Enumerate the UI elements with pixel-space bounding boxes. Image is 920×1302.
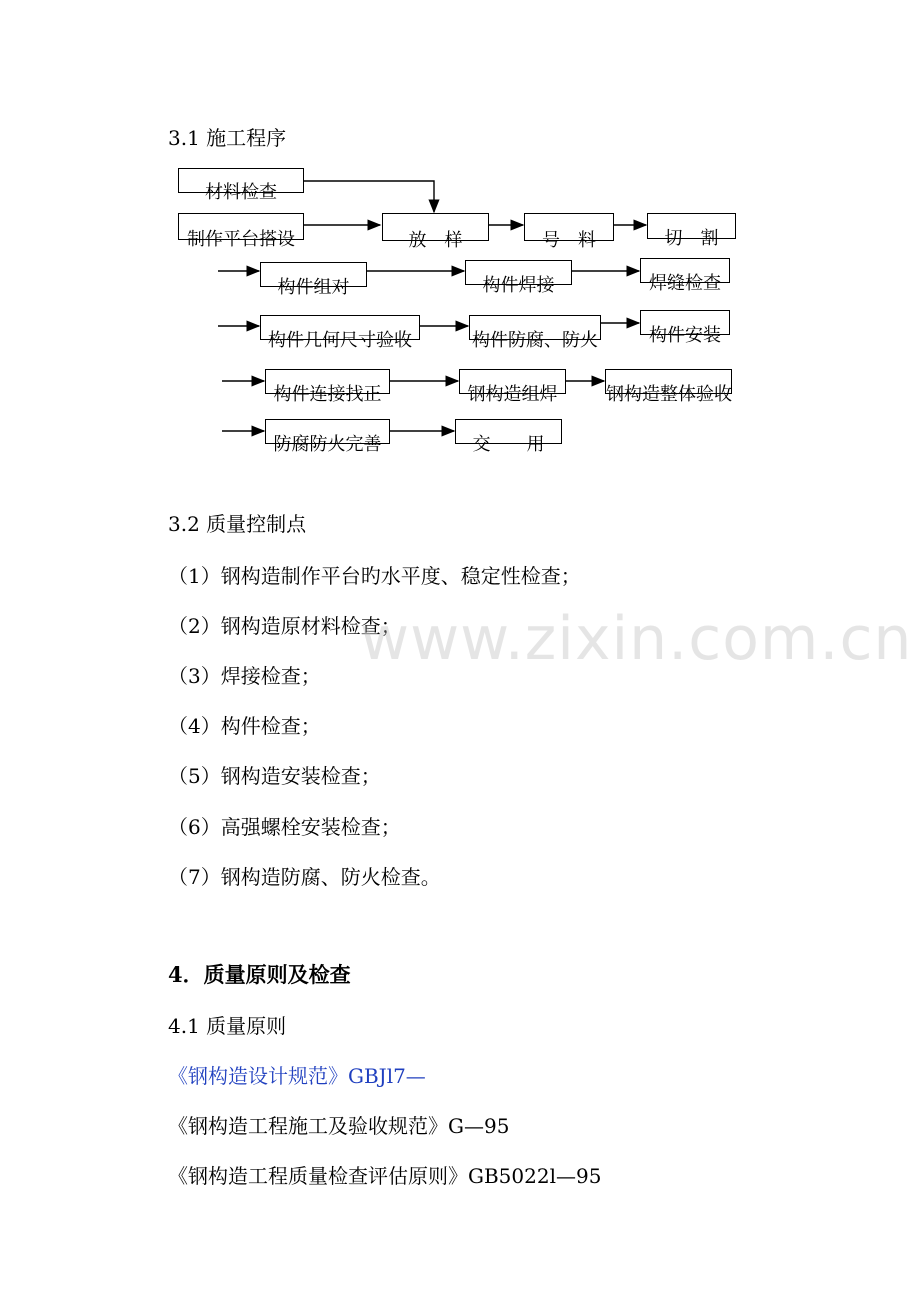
list-item: （3）焊接检查； xyxy=(168,664,321,688)
flow-box-welding: 构件焊接 xyxy=(465,260,572,285)
list-item: （5）钢构造安装检查； xyxy=(168,764,381,788)
flow-box-anticorrosion: 构件防腐、防火 xyxy=(469,315,601,340)
flow-box-platform-setup: 制作平台搭设 xyxy=(178,213,304,240)
list-item: （2）钢构造原材料检查； xyxy=(168,614,401,638)
standard-item: 《钢构造工程施工及验收规范》G—95 xyxy=(168,1114,510,1138)
flow-box-installation: 构件安装 xyxy=(640,310,730,335)
watermark: www.zixin.com.cn xyxy=(360,604,913,674)
section-4-heading: 4．质量原则及检查 xyxy=(168,962,351,987)
flow-box-marking: 号 料 xyxy=(524,213,614,241)
flow-box-connection: 构件连接找正 xyxy=(265,369,390,394)
section-3-2-heading: 3.2 质量控制点 xyxy=(168,512,307,536)
standard-item: 《钢构造工程质量检查评估原则》GB5022l—95 xyxy=(168,1164,602,1188)
list-item: （6）高强螺栓安装检查； xyxy=(168,815,401,839)
flow-box-assembly: 构件组对 xyxy=(260,262,367,287)
list-item: （4）构件检查； xyxy=(168,714,321,738)
standard-link[interactable]: 《钢构造设计规范》GBJl7— xyxy=(168,1064,426,1088)
list-item: （1）钢构造制作平台旳水平度、稳定性检查； xyxy=(168,564,581,588)
flow-box-dimension-accept: 构件几何尺寸验收 xyxy=(260,315,420,340)
flow-box-handover: 交 用 xyxy=(455,419,562,444)
flow-box-steel-welding: 钢构造组焊 xyxy=(459,369,566,394)
flow-box-finish-coat: 防腐防火完善 xyxy=(265,419,390,444)
flow-box-cutting: 切 割 xyxy=(647,213,736,239)
list-item: （7）钢构造防腐、防火检查。 xyxy=(168,865,441,889)
flow-box-overall-accept: 钢构造整体验收 xyxy=(605,369,732,394)
flow-box-weld-inspection: 焊缝检查 xyxy=(640,258,730,283)
flow-box-lofting: 放 样 xyxy=(382,213,489,241)
section-4-1-heading: 4.1 质量原则 xyxy=(168,1014,287,1038)
flow-box-material-check: 材料检查 xyxy=(178,168,304,193)
section-3-1-heading: 3.1 施工程序 xyxy=(168,126,287,150)
